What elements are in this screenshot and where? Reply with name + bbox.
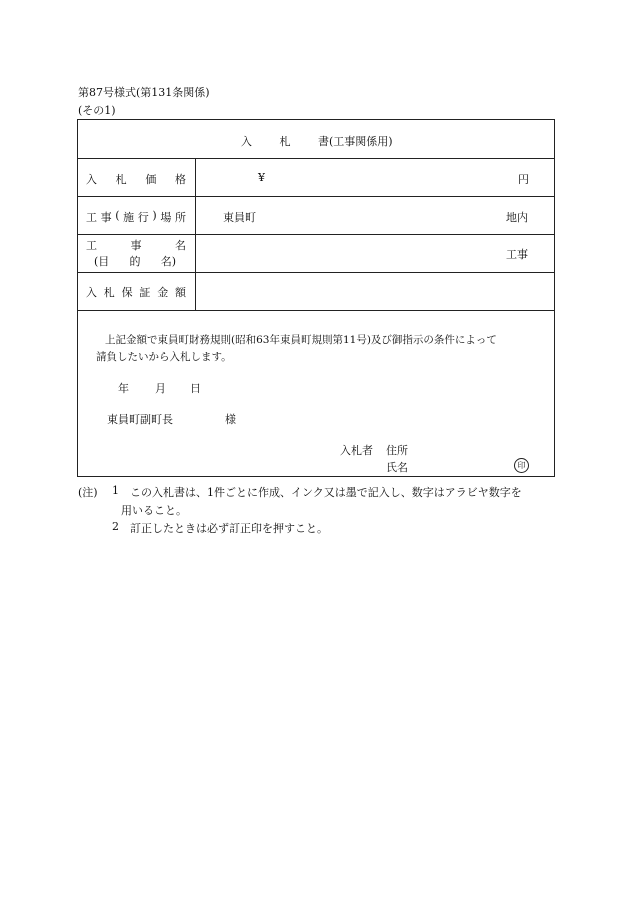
label-char: 工 [86, 211, 97, 224]
note-1-text: この入札書は、1件ごとに作成、インク又は墨で記入し、数字はアラビヤ数字を [130, 486, 522, 499]
label-char: 価 [145, 173, 157, 186]
project-name-suffix: 工事 [506, 248, 528, 261]
label-char: 保 [121, 286, 133, 299]
label-char: 格 [174, 173, 186, 186]
note-1-number: 1 [112, 484, 119, 497]
bid-form-table [77, 119, 555, 477]
label-char: ) [152, 209, 157, 222]
addressee-honorific: 様 [225, 413, 236, 426]
bidder-address-label: 住所 [386, 444, 408, 457]
bidder-name-label: 氏名 [386, 461, 408, 474]
date-year: 年 [118, 382, 129, 395]
form-part-label: (その1) [78, 104, 116, 117]
label-char: 入 [86, 173, 97, 186]
form-title [241, 133, 329, 149]
form-title-suffix: (工事関係用) [329, 135, 393, 148]
label-char: 名) [160, 255, 176, 268]
bid-price-label [86, 171, 186, 187]
label-char: 行 [137, 211, 149, 224]
statement-line-2: 請負したいから入札します。 [96, 351, 232, 363]
form-number: 第87号様式(第131条関係) [78, 86, 210, 99]
label-char: 的 [129, 255, 141, 268]
form-title-char: 入 [241, 135, 252, 148]
label-char: 所 [174, 211, 186, 224]
seal-icon: 印 [514, 458, 529, 473]
label-char: 工 [86, 239, 97, 252]
bidder-label: 入札者 [340, 444, 373, 457]
label-char: ( [115, 209, 120, 222]
label-char: 名 [175, 239, 186, 252]
note-2-text: 訂正したときは必ず訂正印を押すこと。 [130, 522, 328, 535]
label-char: 札 [115, 173, 127, 186]
label-char: 札 [103, 286, 115, 299]
note-1-text-continued: 用いること。 [121, 504, 187, 517]
date-day: 日 [190, 382, 201, 395]
label-char: 入 [86, 286, 97, 299]
row-divider [78, 234, 554, 235]
addressee-name: 東員町副町長 [107, 413, 173, 426]
label-char: 事 [100, 211, 112, 224]
label-char: 施 [123, 211, 135, 224]
row-divider [78, 272, 554, 273]
label-char: (目 [94, 255, 110, 268]
project-name-label [86, 237, 186, 253]
statement-line-1: 上記金額で東員町財務規則(昭和63年東員町規則第11号)及び御指示の条件によって [105, 334, 497, 346]
date-month: 月 [155, 382, 166, 395]
label-char: 額 [174, 286, 186, 299]
notes-prefix: (注) [78, 486, 98, 499]
yen-symbol: ¥ [258, 171, 265, 184]
form-title-char: 書 [318, 135, 329, 148]
label-char: 金 [157, 286, 169, 299]
label-char: 証 [139, 286, 151, 299]
form-title-char: 札 [279, 135, 291, 148]
location-town: 東員町 [223, 211, 256, 224]
row-divider [78, 310, 554, 311]
location-label [86, 209, 186, 225]
purpose-name-label [94, 253, 176, 269]
label-char: 事 [130, 239, 142, 252]
yen-unit: 円 [518, 173, 529, 186]
note-2-number: 2 [112, 520, 119, 533]
bid-deposit-label [86, 284, 186, 300]
row-divider [78, 158, 554, 159]
label-char: 場 [160, 211, 172, 224]
location-suffix: 地内 [506, 211, 528, 224]
row-divider [78, 196, 554, 197]
